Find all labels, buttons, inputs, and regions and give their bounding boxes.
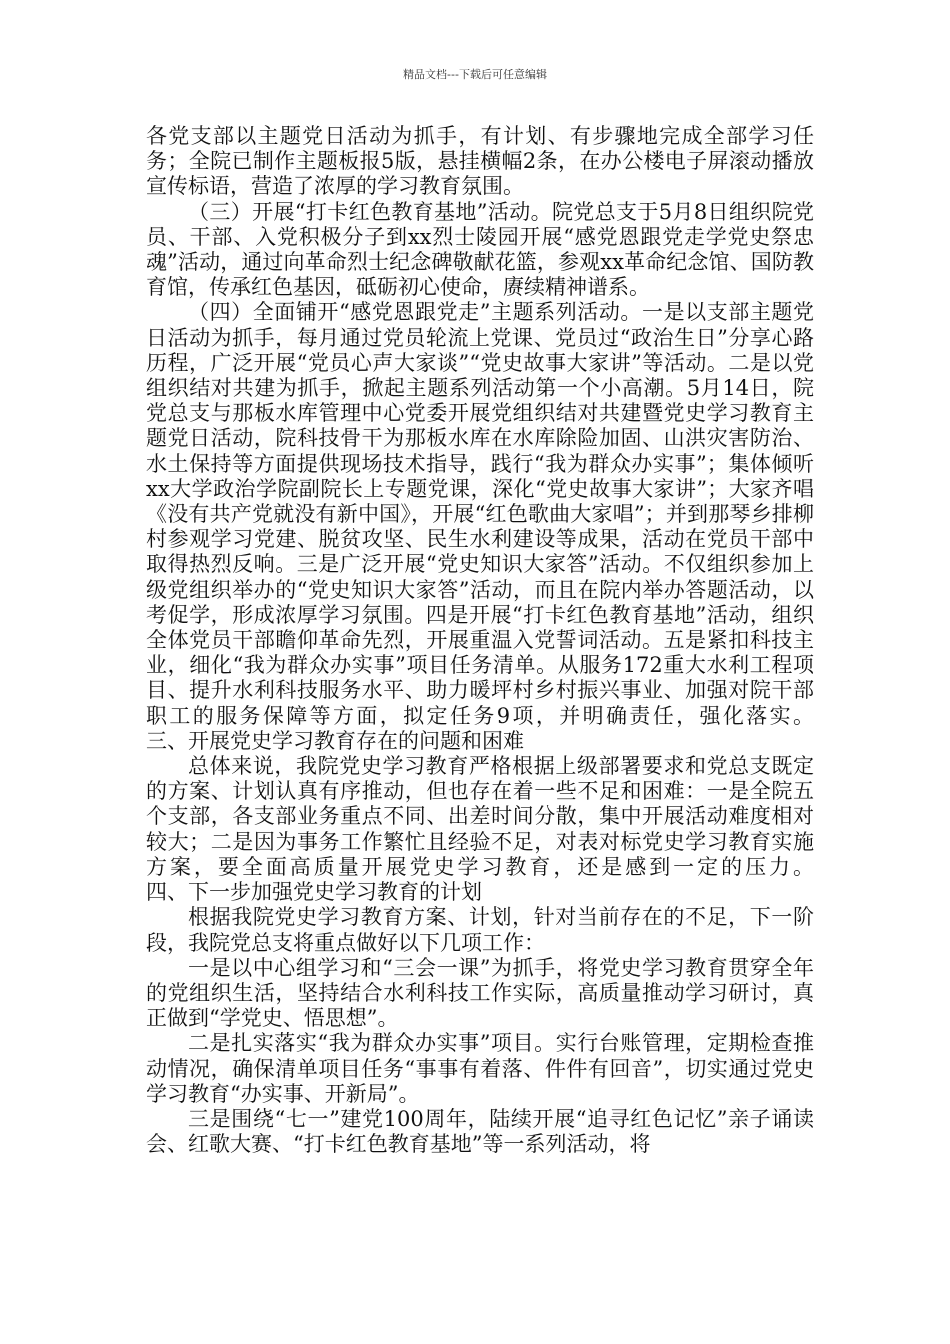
paragraph-red-base-visit: （三）开展“打卡红色教育基地”活动。院党总支于5月8日组织院党员、干部、入党积极分子到xx烈士陵园开展“感党恩跟党走学党史祭忠魂”活动，通过向革命烈士纪念碑敬献花篮，参观xx革命纪念馆、国防教育馆，传承红色基因，砥砺初心使命，赓续精神谱系。 [146, 199, 814, 300]
section-heading-plan: 四、下一步加强党史学习教育的计划 [146, 880, 482, 905]
paragraph-plan-item-2: 二是扎实落实“我为群众办实事”项目。实行台账管理，定期检查推动情况，确保清单项目任务“事事有着落、件件有回音”，切实通过党史学习教育“办实事、开新局”。 [146, 1031, 814, 1106]
paragraph-plan-intro: 根据我院党史学习教育方案、计划，针对当前存在的不足，下一阶段，我院党总支将重点做好以下几项工作： [146, 905, 814, 955]
document-body [146, 124, 814, 1157]
paragraph-problems: 总体来说，我院党史学习教育严格根据上级部署要求和党总支既定的方案、计划认真有序推动，但也存在着一些不足和困难：一是全院五个支部，各支部业务重点不同、出差时间分散，集中开展活动难度相对较大；二是因为事务工作繁忙且经验不足，对表对标党史学习教育实施方案，要全面高质量开展党史学习教育，还是感到一定的压力。 四、下一步加强党史学习教育的计划 [146, 754, 814, 905]
section-heading-problems: 三、开展党史学习教育存在的问题和困难 [146, 728, 524, 753]
page-header: 精品文档---下载后可任意编辑 [403, 68, 547, 81]
paragraph-theme-activities: （四）全面铺开“感党恩跟党走”主题系列活动。一是以支部主题党日活动为抓手，每月通过党员轮流上党课、党员过“政治生日”分享心路历程，广泛开展“党员心声大家谈”“党史故事大家讲”等活动。二是以党组织结对共建为抓手，掀起主题系列活动第一个小高潮。5月14日，院党总支与那板水库管理中心党委开展党组织结对共建暨党史学习教育主题党日活动，院科技骨干为那板水库在水库除险加固、山洪灾害防治、水土保持等方面提供现场技术指导，践行“我为群众办实事”；集体倾听xx大学政治学院副院长上专题党课，深化“党史故事大家讲”；大家齐唱《没有共产党就没有新中国》，开展“红色歌曲大家唱”；并到那琴乡排柳村参观学习党建、脱贫攻坚、民生水利建设等成果，活动在党员干部中取得热烈反响。三是广泛开展“党史知识大家答”活动。不仅组织参加上级党组织举办的“党史知识大家答”活动，而且在院内举办答题活动，以考促学，形成浓厚学习氛围。四是开展“打卡红色教育基地”活动，组织全体党员干部瞻仰革命先烈，开展重温入党誓词活动。五是紧扣科技主业，细化“我为群众办实事”项目任务清单。从服务172重大水利工程项目、提升水利科技服务水平、助力暖坪村乡村振兴事业、加强对院干部职工的服务保障等方面，拟定任务9项，并明确责任，强化落实。 三、开展党史学习教育存在的问题和困难 [146, 300, 814, 753]
paragraph-study-tasks: 各党支部以主题党日活动为抓手，有计划、有步骤地完成全部学习任务；全院已制作主题板报5版，悬挂横幅2条，在办公楼电子屏滚动播放宣传标语，营造了浓厚的学习教育氛围。 [146, 124, 814, 199]
paragraph-plan-item-1: 一是以中心组学习和“三会一课”为抓手，将党史学习教育贯穿全年的党组织生活，坚持结合水利科技工作实际，高质量推动学习研讨，真正做到“学党史、悟思想”。 [146, 955, 814, 1031]
paragraph-plan-item-3: 三是围绕“七一”建党100周年，陆续开展“追寻红色记忆”亲子诵读会、红歌大赛、“打卡红色教育基地”等一系列活动，将 [146, 1106, 814, 1157]
